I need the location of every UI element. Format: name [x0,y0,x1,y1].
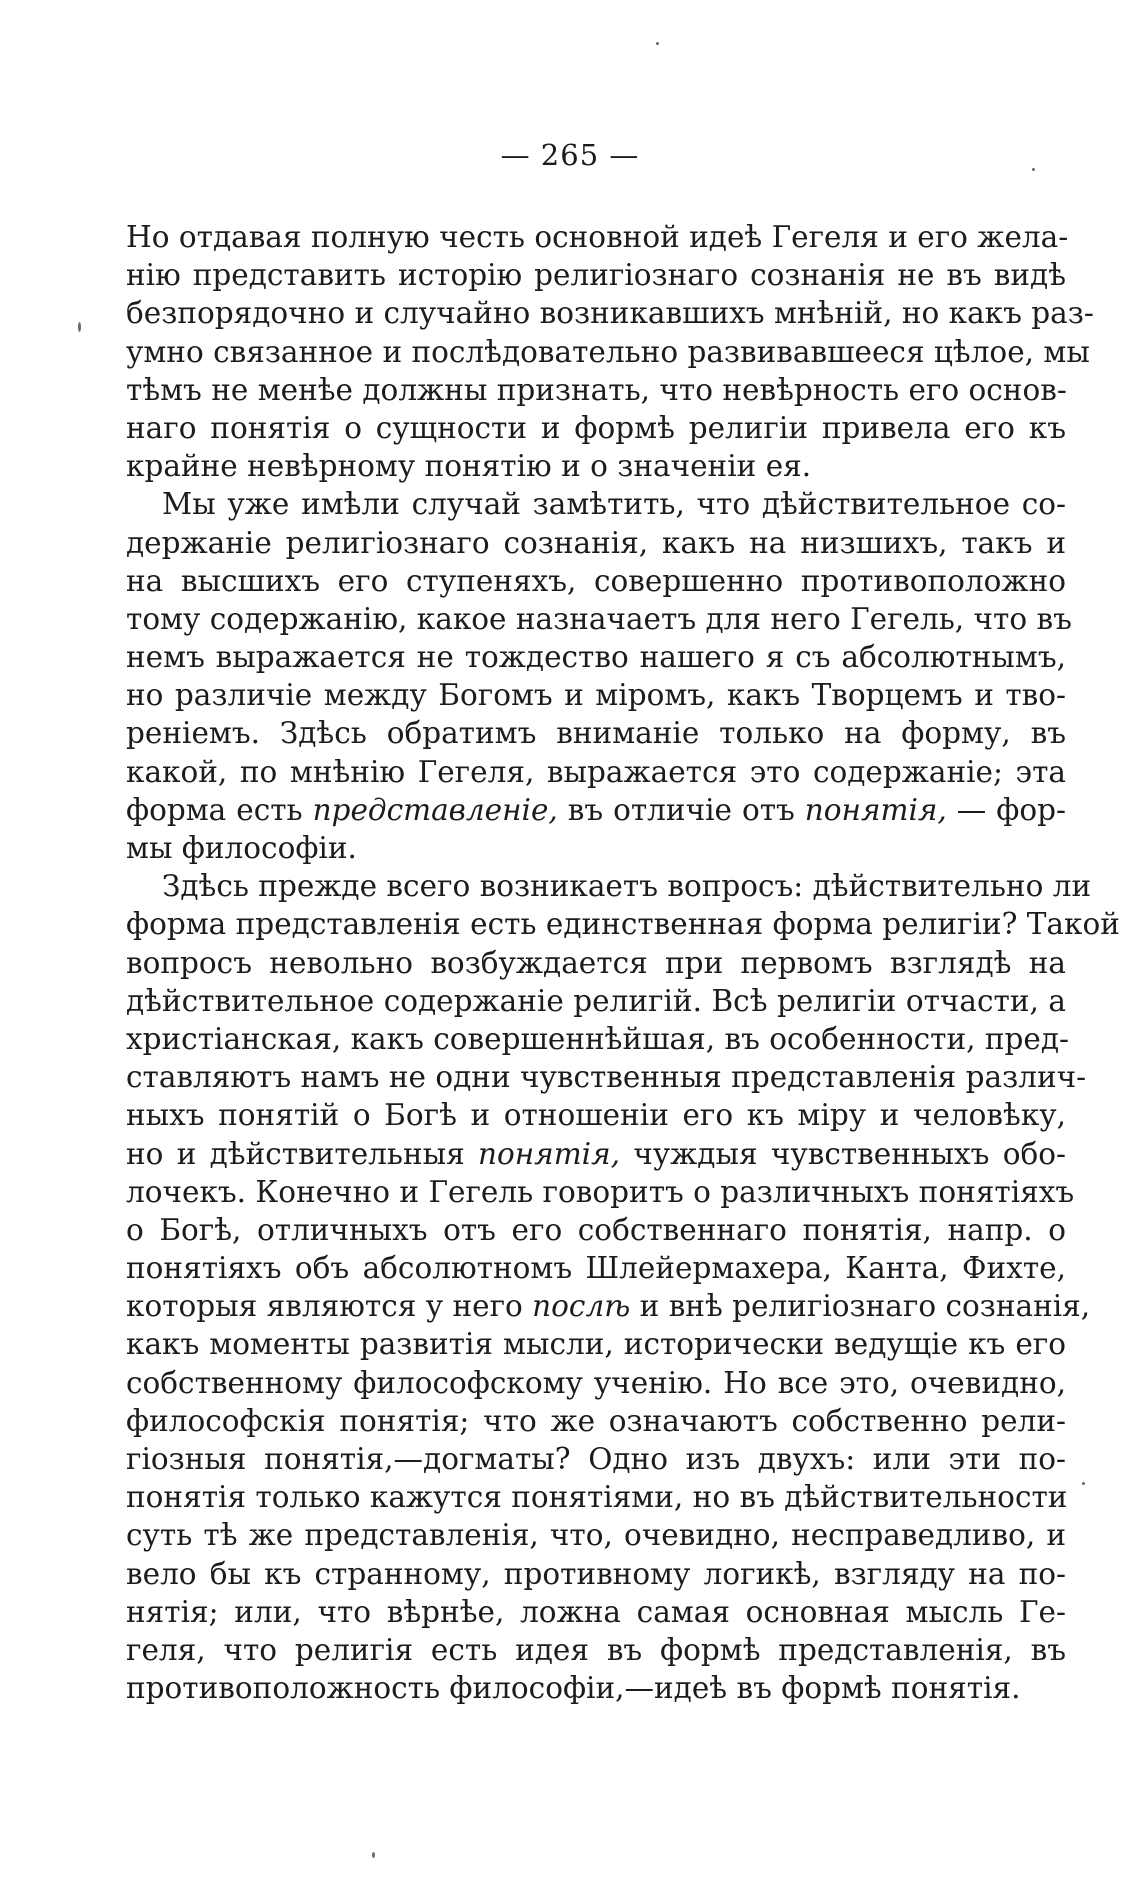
text-run: въ отличіе отъ [567,792,795,827]
paragraph-1 [126,218,1094,485]
text-run: и внѣ религіознаго сознанія, [639,1289,1091,1324]
text-run: которыя являются у него [126,1289,523,1324]
paragraph-2 [126,485,1072,867]
scan-speck [1082,1482,1085,1485]
text-line [126,791,1066,829]
page-number: — 265 — [500,138,640,172]
text-line: противоположность философіи,—идеѣ въ формѣ понятія. [126,1671,1021,1706]
text-line: ставляютъ намъ не одни чувственныя представленія различ- [126,1060,1087,1095]
italic-term: представленіе, [312,792,558,827]
text-line: вопросъ невольно возбуждается при первомъ взглядѣ на [126,945,1066,980]
text-line: реніемъ. Здѣсь обратимъ вниманіе только на форму, въ [126,716,1066,751]
text-line: ныхъ понятій о Богѣ и отношеніи его къ міру и человѣку, [126,1098,1066,1133]
text-line: лочекъ. Конечно и Гегель говоритъ о различныхъ понятіяхъ [126,1174,1075,1209]
text-line: наго понятія о сущности и формѣ религіи привела его къ [126,410,1066,445]
scan-speck [372,1852,375,1858]
text-line: философскія понятія; что же означаютъ собственно рели- [126,1403,1066,1438]
text-line: понятія только кажутся понятіями, но въ дѣйствительности [126,1480,1068,1515]
text-line: безпорядочно и случайно возникавшихъ мнѣній, но какъ раз- [126,296,1094,331]
scan-speck [78,322,81,332]
text-line: гіозныя понятія,—догматы? Одно изъ двухъ: или эти по- [126,1442,1066,1476]
text-line: геля, что религія есть идея въ формѣ представленія, въ [126,1632,1066,1667]
text-line [126,1287,1091,1325]
text-line: на высшихъ его ступеняхъ, совершенно противоположно [126,563,1066,598]
text-line: какой, по мнѣнію Гегеля, выражается это содержаніе; эта [126,754,1066,789]
text-line: Здѣсь прежде всего возникаетъ вопросъ: дѣйствительно ли [162,869,1092,904]
text-line: держаніе религіознаго сознанія, какъ на низшихъ, такъ и [126,525,1066,560]
text-line: какъ моменты развитія мысли, исторически ведущіе къ его [126,1327,1066,1362]
text-run: — фор- [956,792,1066,827]
text-line: дѣйствительное содержаніе религій. Всѣ религіи отчасти, а [126,983,1066,1018]
text-run: форма есть [126,792,303,827]
scan-speck [1032,168,1035,171]
text-line: суть тѣ же представленія, что, очевидно, несправедливо, и [126,1518,1066,1553]
text-line: умно связанное и послѣдовательно развивавшееся цѣлое, мы [126,334,1090,369]
scan-speck [656,42,659,45]
italic-term: послѣ [532,1289,631,1324]
text-line: но различіе между Богомъ и міромъ, какъ Творцемъ и тво- [126,678,1066,713]
text-line: тѣмъ не менѣе должны признать, что невѣрность его основ- [126,372,1067,407]
text-line: мы философіи. [126,831,357,865]
paragraph-3 [126,867,1120,1707]
text-line: понятіяхъ объ абсолютномъ Шлейермахера, Канта, Фихте, [126,1251,1066,1286]
text-line: немъ выражается не тождество нашего я съ абсолютнымъ, [126,640,1066,675]
text-line: крайне невѣрному понятію и о значеніи ея. [126,449,812,484]
text-line: вело бы къ странному, противному логикѣ, взгляду на по- [126,1556,1066,1591]
text-line: нятія; или, что вѣрнѣе, ложна самая основная мысль Ге- [126,1594,1066,1629]
text-line: тому содержанію, какое назначаетъ для него Гегель, что въ [126,601,1072,636]
text-line: форма представленія есть единственная форма религіи? Такой [126,907,1120,942]
text-line: собственному философскому ученію. Но все это, очевидно, [126,1365,1066,1400]
italic-term: понятія, [804,792,947,827]
body-text [126,218,1120,1707]
text-line: христіанская, какъ совершеннѣйшая, въ особенности, пред- [126,1021,1069,1056]
italic-term: понятія, [477,1136,621,1171]
text-run: чуждыя чувственныхъ обо- [633,1136,1066,1171]
text-line: Мы уже имѣли случай замѣтить, что дѣйствительное со- [162,487,1066,522]
text-line: о Богѣ, отличныхъ отъ его собственнаго понятія, напр. о [126,1212,1066,1247]
text-line: Но отдавая полную честь основной идеѣ Гегеля и его жела- [126,220,1069,254]
text-line: нію представить исторію религіознаго сознанія не въ видѣ [126,258,1066,293]
text-run: но и дѣйствительныя [126,1136,465,1171]
text-line [126,1135,1066,1173]
